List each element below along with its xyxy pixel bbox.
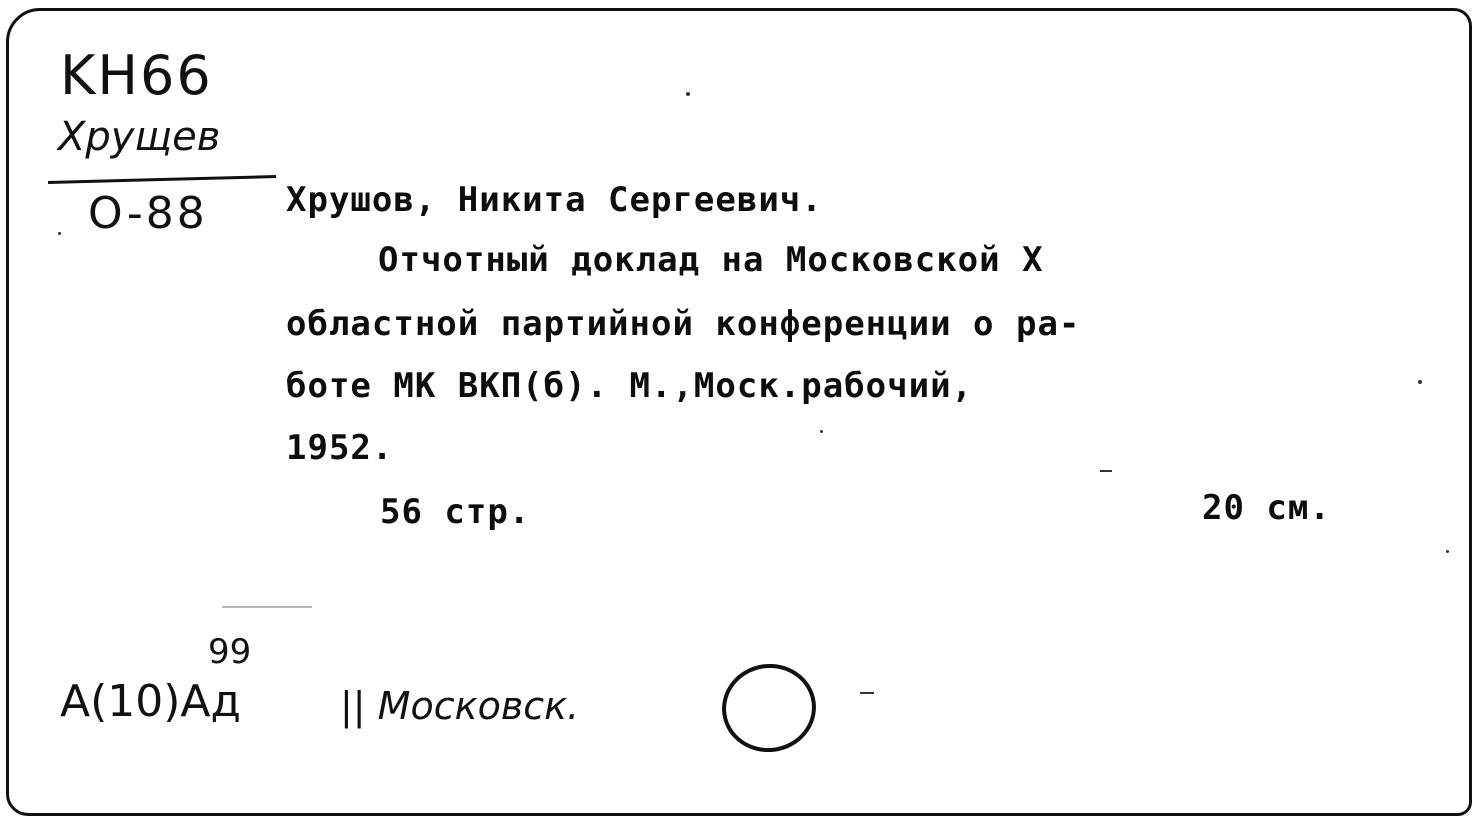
dust-speck [1446,550,1449,553]
publication-year: 1952. [286,428,394,468]
author-mark: Хрущев [58,114,221,160]
faint-dash [860,692,874,694]
dust-speck [1418,380,1422,384]
title-line: боте МК ВКП(б). М.,Моск.рабочий, [286,366,974,406]
dust-speck [686,92,690,96]
entry-heading: Хрушов, Никита Сергеевич. [286,180,823,220]
title-line: областной партийной конференции о ра- [286,304,1081,344]
dust-speck [58,232,61,235]
shelf-place: || Московск. [340,684,580,728]
title-line: Отчотный доклад на Московской Х [378,240,1044,280]
book-size: 20 см. [1202,488,1331,528]
call-number-top: KH66 [60,44,213,107]
call-number-bottom: O-88 [88,188,208,239]
faint-dash [222,606,312,608]
shelf-superscript: 99 [208,632,252,672]
shelf-code: А(10)Ад [60,676,241,727]
faint-dash [1100,470,1112,472]
dust-speck [820,430,823,433]
page-count: 56 стр. [380,492,531,532]
